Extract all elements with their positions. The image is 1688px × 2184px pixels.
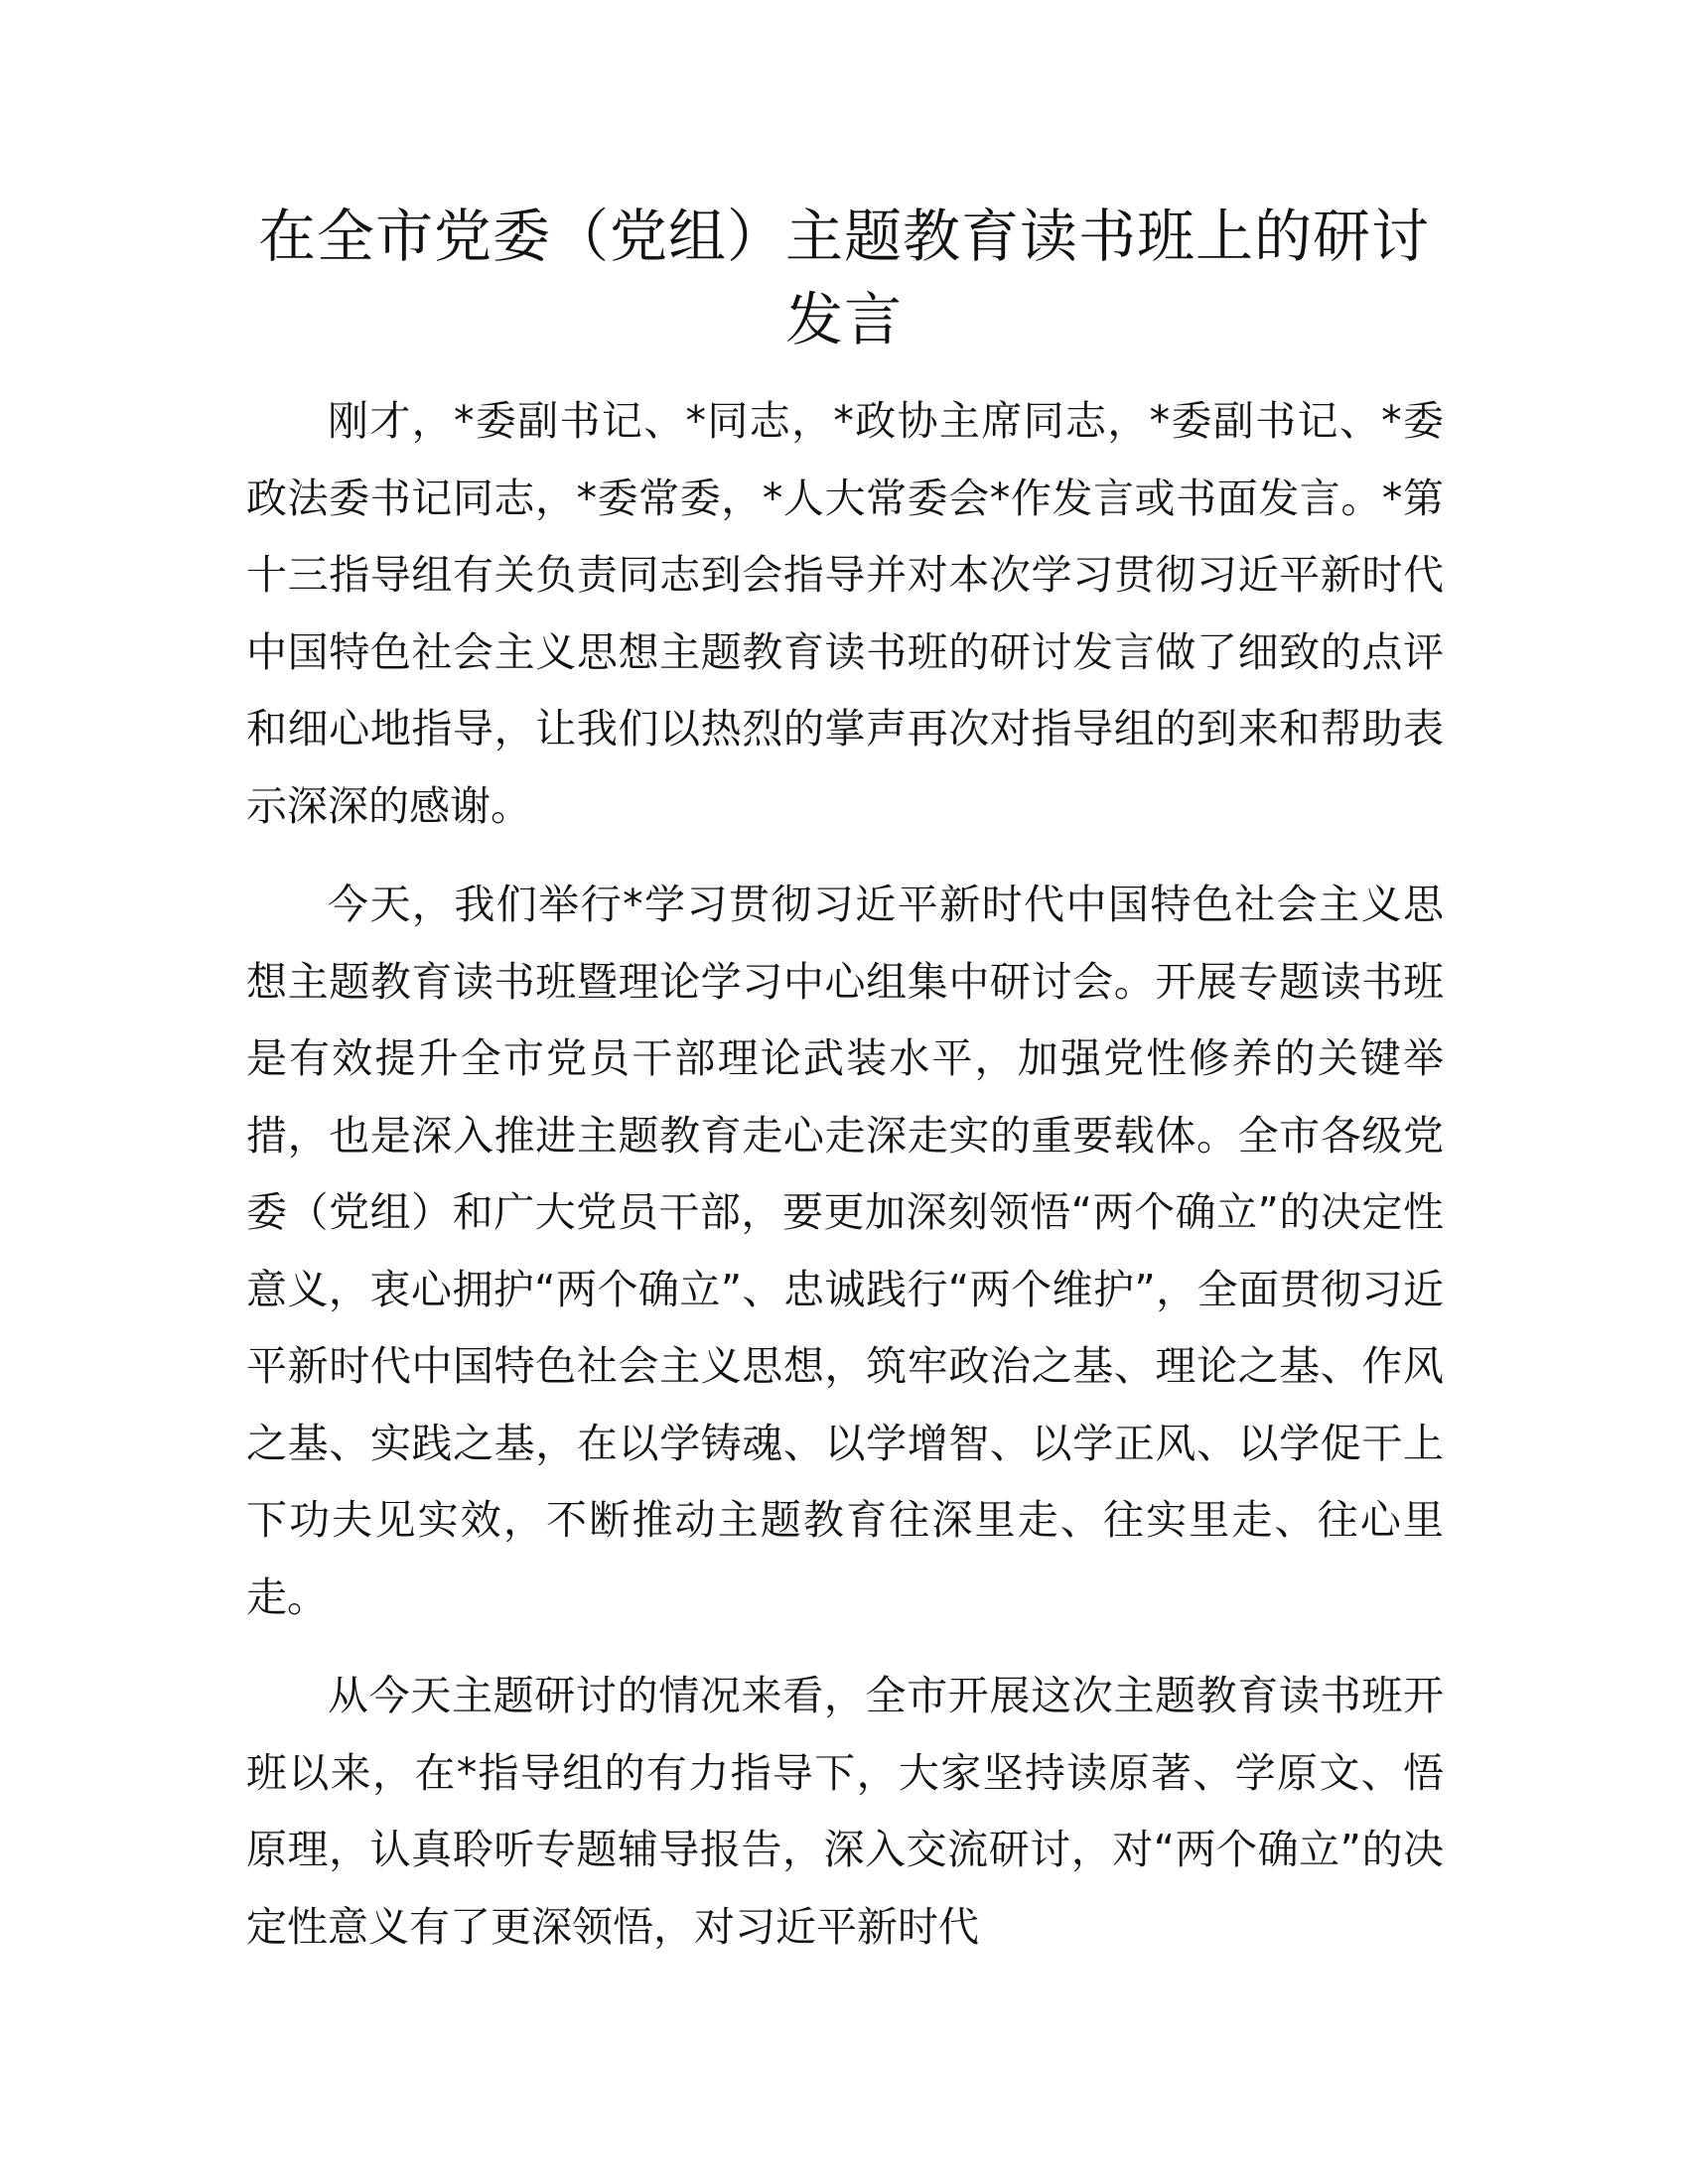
document-body <box>246 383 1444 1987</box>
document-title: 在全市党委（党组）主题教育读书班上的研讨发言 <box>257 203 1430 353</box>
paragraph-1: 刚才，*委副书记、*同志，*政协主席同志，*委副书记、*委政法委书记同志，*委常委，*人大常委会*作发言或书面发言。*第十三指导组有关负责同志到会指导并对本次学习贯彻习近平新时代中国特色社会主义思想主题教育读书班的研讨发言做了细致的点评和细心地指导，让我们以热烈的掌声再次对指导组的到来和帮助表示深深的感谢。 <box>246 397 1444 830</box>
paragraph-2: 今天，我们举行*学习贯彻习近平新时代中国特色社会主义思想主题教育读书班暨理论学习中心组集中研讨会。开展专题读书班是有效提升全市党员干部理论武装水平，加强党性修养的关键举措，也是深入推进主题教育走心走深走实的重要载体。全市各级党委（党组）和广大党员干部，要更加深刻领悟“两个确立”的决定性意义，衷心拥护“两个确立”、忠诚践行“两个维护”，全面贯彻习近平新时代中国特色社会主义思想，筑牢政治之基、理论之基、作风之基、实践之基，在以学铸魂、以学增智、以学正风、以学促干上下功夫见实效，不断推动主题教育往深里走、往实里走、往心里走。 <box>246 881 1444 1621</box>
paragraph-3: 从今天主题研讨的情况来看，全市开展这次主题教育读书班开班以来，在*指导组的有力指导下，大家坚持读原著、学原文、悟原理，认真聆听专题辅导报告，深入交流研讨，对“两个确立”的决定性意义有了更深领悟，对习近平新时代 <box>246 1672 1444 1951</box>
